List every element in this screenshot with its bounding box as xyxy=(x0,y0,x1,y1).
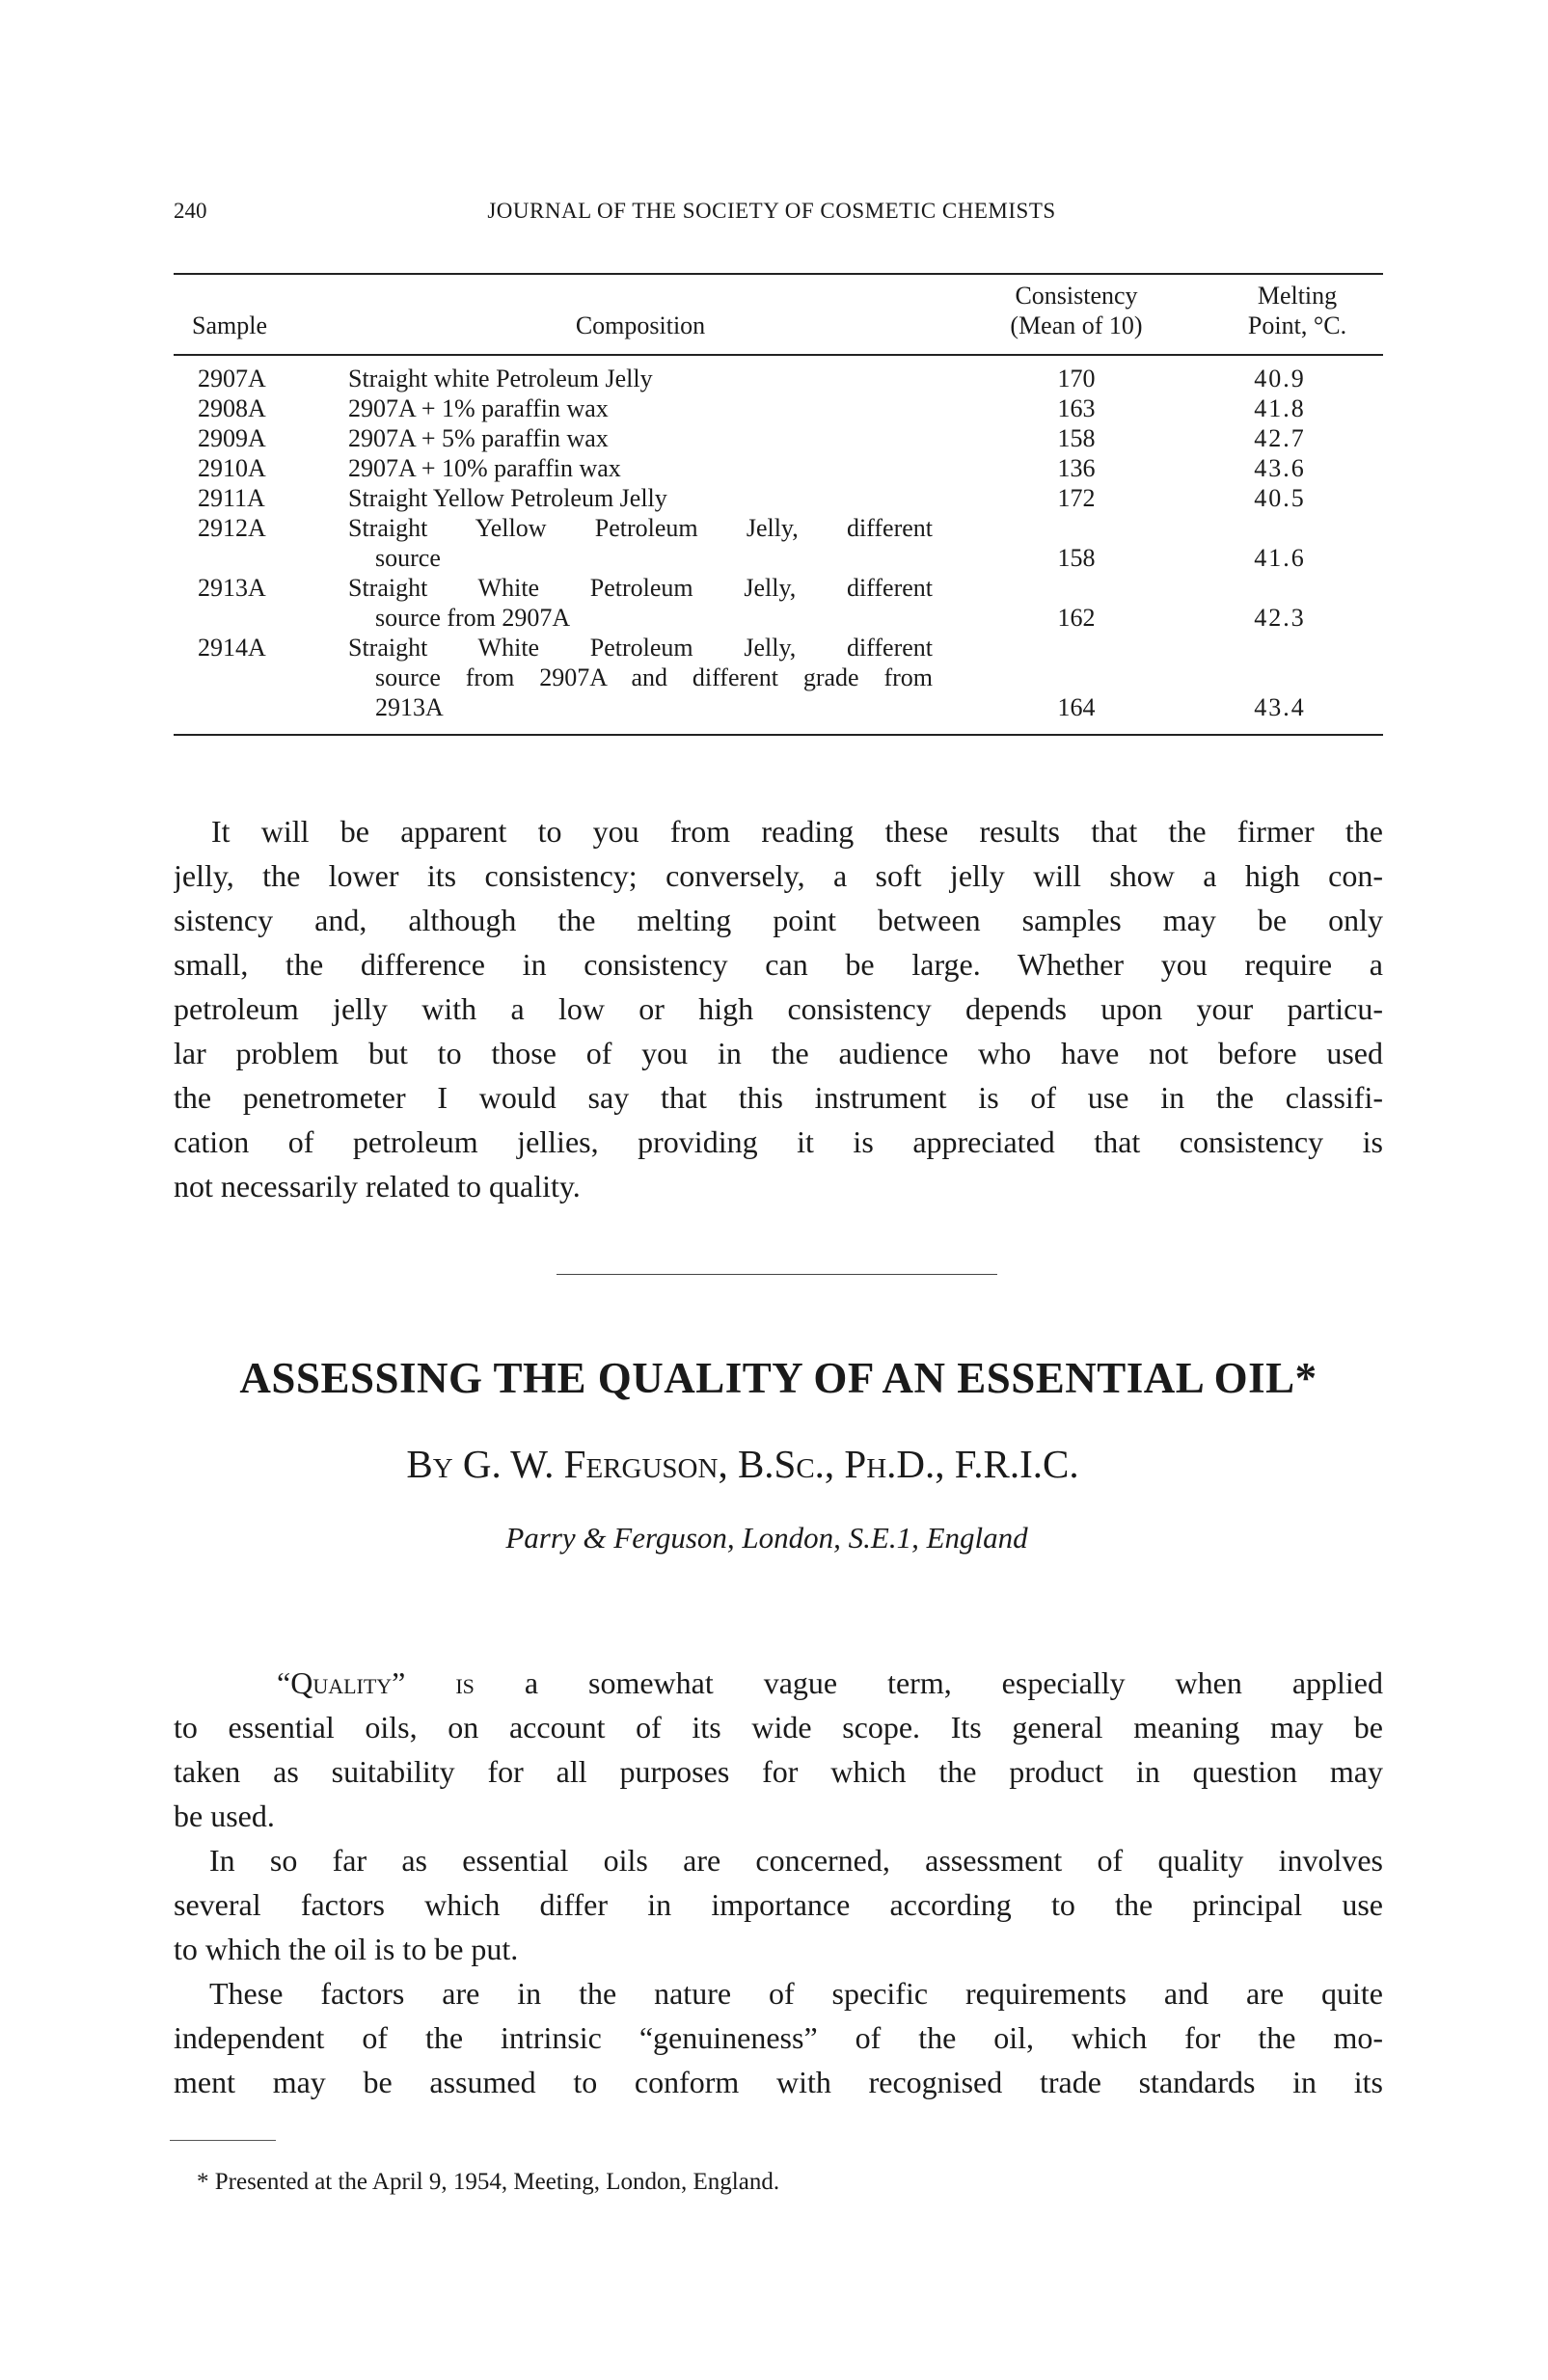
running-head: JOURNAL OF THE SOCIETY OF COSMETIC CHEMISTS xyxy=(487,199,1056,223)
composition-text: source from 2907A and different grade from xyxy=(375,663,933,691)
sample-id: 2907A xyxy=(198,365,266,392)
consistency-value: 162 xyxy=(1057,604,1096,632)
sample-id: 2909A xyxy=(198,424,266,452)
melting-point-value: 40.5 xyxy=(1254,484,1306,512)
composition-text: Straight white Petroleum Jelly xyxy=(348,365,653,392)
article-line: to essential oils, on account of its wide scope. Its general meaning may be xyxy=(174,1710,1383,1744)
header-consistency-1: Consistency xyxy=(1015,282,1138,310)
table-top-rule xyxy=(174,273,1383,275)
paragraph-line: petroleum jelly with a low or high consistency depends upon your particu- xyxy=(174,991,1383,1026)
consistency-value: 170 xyxy=(1057,365,1096,392)
paragraph-line: small, the difference in consistency can be large. Whether you require a xyxy=(174,947,1383,982)
article-first-line xyxy=(277,1661,1383,1705)
article-line: several factors which differ in importance according to the principal use xyxy=(174,1887,1383,1922)
sample-id: 2912A xyxy=(198,514,266,542)
article-line: taken as suitability for all purposes for which the product in question may xyxy=(174,1754,1383,1789)
composition-text: 2913A xyxy=(375,693,444,721)
composition-text: Straight White Petroleum Jelly, different xyxy=(348,634,933,662)
sample-id: 2913A xyxy=(198,574,266,602)
header-composition: Composition xyxy=(575,311,706,339)
composition-text: 2907A + 5% paraffin wax xyxy=(348,424,609,452)
composition-text: source xyxy=(375,544,441,572)
header-melting-2: Point, °C. xyxy=(1247,311,1347,339)
table-bottom-rule xyxy=(174,734,1383,736)
footnote: * Presented at the April 9, 1954, Meeting, London, England. xyxy=(197,2169,780,2195)
article-affiliation: Parry & Ferguson, London, S.E.1, England xyxy=(505,1521,1028,1555)
composition-text: 2907A + 1% paraffin wax xyxy=(348,394,609,422)
melting-point-value: 40.9 xyxy=(1254,365,1306,392)
paragraph-line: not necessarily related to quality. xyxy=(174,1169,581,1204)
article-line: ment may be assumed to conform with recognised trade standards in its xyxy=(174,2065,1383,2099)
table-header-rule xyxy=(174,354,1383,356)
article-line: to which the oil is to be put. xyxy=(174,1932,519,1966)
paragraph-line: It will be apparent to you from reading these results that the firmer the xyxy=(211,814,1383,849)
header-melting-1: Melting xyxy=(1257,282,1338,310)
footnote-rule xyxy=(170,2140,276,2141)
paragraph-line: cation of petroleum jellies, providing it is appreciated that consistency is xyxy=(174,1124,1383,1159)
sample-id: 2914A xyxy=(198,634,266,662)
sample-id: 2910A xyxy=(198,454,266,482)
paragraph-line: lar problem but to those of you in the audience who have not before used xyxy=(174,1036,1383,1070)
paragraph-line: the penetrometer I would say that this instrument is of use in the classifi- xyxy=(174,1080,1383,1115)
article-line: be used. xyxy=(174,1799,275,1833)
melting-point-value: 43.6 xyxy=(1254,454,1306,482)
article-byline: By G. W. Ferguson, B.Sc., Ph.D., F.R.I.C. xyxy=(406,1442,1079,1486)
melting-point-value: 42.7 xyxy=(1254,424,1306,452)
sample-id: 2911A xyxy=(198,484,265,512)
composition-text: Straight Yellow Petroleum Jelly, different xyxy=(348,514,933,542)
section-separator xyxy=(557,1274,997,1275)
melting-point-value: 41.8 xyxy=(1254,394,1306,422)
article-line: These factors are in the nature of specific requirements and are quite xyxy=(209,1976,1383,2011)
header-consistency-2: (Mean of 10) xyxy=(1010,311,1143,339)
consistency-value: 172 xyxy=(1057,484,1096,512)
composition-text: 2907A + 10% paraffin wax xyxy=(348,454,621,482)
melting-point-value: 41.6 xyxy=(1254,544,1306,572)
consistency-value: 164 xyxy=(1057,693,1096,721)
article-line: independent of the intrinsic “genuineness” of the oil, which for the mo- xyxy=(174,2020,1383,2055)
composition-text: Straight White Petroleum Jelly, different xyxy=(348,574,933,602)
consistency-value: 158 xyxy=(1057,544,1096,572)
melting-point-value: 43.4 xyxy=(1254,693,1306,721)
composition-text: Straight Yellow Petroleum Jelly xyxy=(348,484,667,512)
consistency-value: 158 xyxy=(1057,424,1096,452)
article-line: In so far as essential oils are concerned, assessment of quality involves xyxy=(209,1843,1383,1878)
first-line-rest: a somewhat vague term, especially when applied xyxy=(474,1665,1383,1700)
paragraph-line: jelly, the lower its consistency; conversely, a soft jelly will show a high con- xyxy=(174,858,1383,893)
melting-point-value: 42.3 xyxy=(1254,604,1306,632)
article-title: ASSESSING THE QUALITY OF AN ESSENTIAL OIL* xyxy=(239,1354,1317,1402)
sample-id: 2908A xyxy=(198,394,266,422)
paragraph-line: sistency and, although the melting point between samples may be only xyxy=(174,903,1383,937)
quality-smallcaps: “Quality” is xyxy=(277,1665,475,1700)
consistency-value: 136 xyxy=(1057,454,1096,482)
header-sample: Sample xyxy=(192,311,267,339)
composition-text: source from 2907A xyxy=(375,604,571,632)
consistency-value: 163 xyxy=(1057,394,1096,422)
page-number: 240 xyxy=(174,199,207,223)
